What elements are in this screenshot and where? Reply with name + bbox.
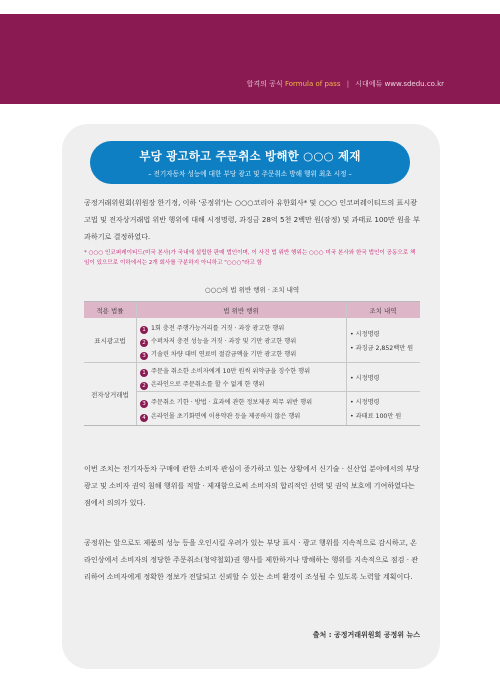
header-site[interactable]: 시대에듀 www.sdedu.co.kr <box>355 80 444 88</box>
number-badge: 1 <box>140 326 148 334</box>
divider <box>84 362 420 363</box>
act-text: 주문을 취소한 소비자에게 10만 원씩 위약금을 징수한 행위 <box>151 368 311 375</box>
table-row <box>140 349 296 360</box>
table-row <box>140 397 312 408</box>
divider <box>136 391 420 392</box>
measure-text: • 시정명령 <box>350 375 380 382</box>
measure-text: • 시정명령 <box>350 331 380 338</box>
table-header-row <box>84 302 420 318</box>
divider <box>346 302 347 425</box>
footnote: * ○○○ 인코퍼레이티드(미국 본사)가 국내에 설립한 판매 법인이며, 이 사건 법 위반 행위는 ○○○ 미국 본사와 한국 법인이 공동으로 책임이 있으므로 이하에서는 2개 회사를 구분하지 아니하고 "○○○"라고 함 <box>84 250 416 266</box>
paragraph-significance: 이번 조치는 전기자동차 구매에 관한 소비자 관심이 증가하고 있는 상황에서 신기술 · 신산업 분야에서의 부당 광고 및 소비자 권익 침해 행위를 적발 · 제재함으로써 소비자의 합리적인 선택 및 권익 보호에 기여하였다는 점에서 의의가 있다. <box>84 464 420 507</box>
header-act: 법 위반 행위 <box>223 307 259 315</box>
table-row <box>140 366 310 377</box>
headline-box <box>90 141 410 184</box>
header-slogan: Formula of pass <box>284 80 341 88</box>
header-brand: 합격의 공식 <box>246 80 283 88</box>
act-text: 수퍼차저 충전 성능을 거짓 · 과장 및 기만 광고한 행위 <box>151 338 297 345</box>
act-text: 주문취소 기한 · 방법 · 효과에 관한 정보제공 의무 위반 행위 <box>151 399 313 406</box>
number-badge: 4 <box>140 414 148 422</box>
number-badge: 3 <box>140 352 148 360</box>
header-banner <box>0 14 500 104</box>
headline-title: 부당 광고하고 주문취소 방해한 ○○○ 제재 <box>139 149 361 163</box>
number-badge: 1 <box>140 369 148 377</box>
top-margin <box>0 0 500 14</box>
table-row <box>140 379 264 390</box>
table-title: ○○○의 법 위반 행위 · 조치 내역 <box>204 286 300 294</box>
paragraph-plan: 공정위는 앞으로도 제품의 성능 등을 오인시킬 우려가 있는 부당 표시 · 광고 행위를 지속적으로 감시하고, 온라인상에서 소비자의 정당한 주문취소(청약철회)권 행사를 제한하거나 방해하는 행위를 지속적으로 점검 · 관리하여 소비자에게 정확한 정보가 전달되고 신뢰할 수 있는 소비 환경이 조성될 수 있도록 노력할 계획이다. <box>84 538 419 581</box>
number-badge: 2 <box>140 382 148 390</box>
law-label: 전자상거래법 <box>91 391 129 399</box>
header-separator: | <box>346 80 350 88</box>
violation-table <box>84 301 420 426</box>
measure-text: • 과징금 2,852백만 원 <box>350 345 414 352</box>
measure-text: • 과태료 100만 원 <box>350 413 402 420</box>
header-text <box>247 79 444 89</box>
act-text: 1회 충전 주행가능거리를 거짓 · 과장 광고한 행위 <box>151 325 285 332</box>
act-text: 온라인몰 초기화면에 이용약관 등을 제공하지 않은 행위 <box>151 413 301 420</box>
law-label: 표시광고법 <box>94 337 126 345</box>
number-badge: 3 <box>140 400 148 408</box>
headline-subtitle: – 전기자동차 성능에 대한 부당 광고 및 주문취소 방해 행위 최초 시정 – <box>148 170 352 178</box>
header-law: 적용 법률 <box>96 307 124 315</box>
divider <box>136 302 137 425</box>
table-row <box>140 411 300 422</box>
header-measure: 조치 내역 <box>369 307 397 315</box>
table-row <box>140 336 296 347</box>
table-row <box>140 323 284 334</box>
measure-text: • 시정명령 <box>350 399 380 406</box>
number-badge: 2 <box>140 339 148 347</box>
paragraph-intro: 공정거래위원회(위원장 한기정, 이하 '공정위')는 ○○○코리아 유한회사* 및 ○○○ 인코퍼레이티드의 표시광고법 및 전자상거래법 위반 행위에 대해 시정명령, 과징금 28억 5천 2백만 원(잠정) 및 과태료 100만 원을 부과하기로 결정하였다. <box>84 198 420 241</box>
source-credit: 출처 : 공정거래위원회 공정위 뉴스 <box>312 631 420 639</box>
act-text: 기솔린 차량 대비 연료비 절감금액을 기만 광고한 행위 <box>151 351 297 358</box>
act-text: 온라인으로 주문취소를 할 수 없게 한 행위 <box>151 381 265 388</box>
